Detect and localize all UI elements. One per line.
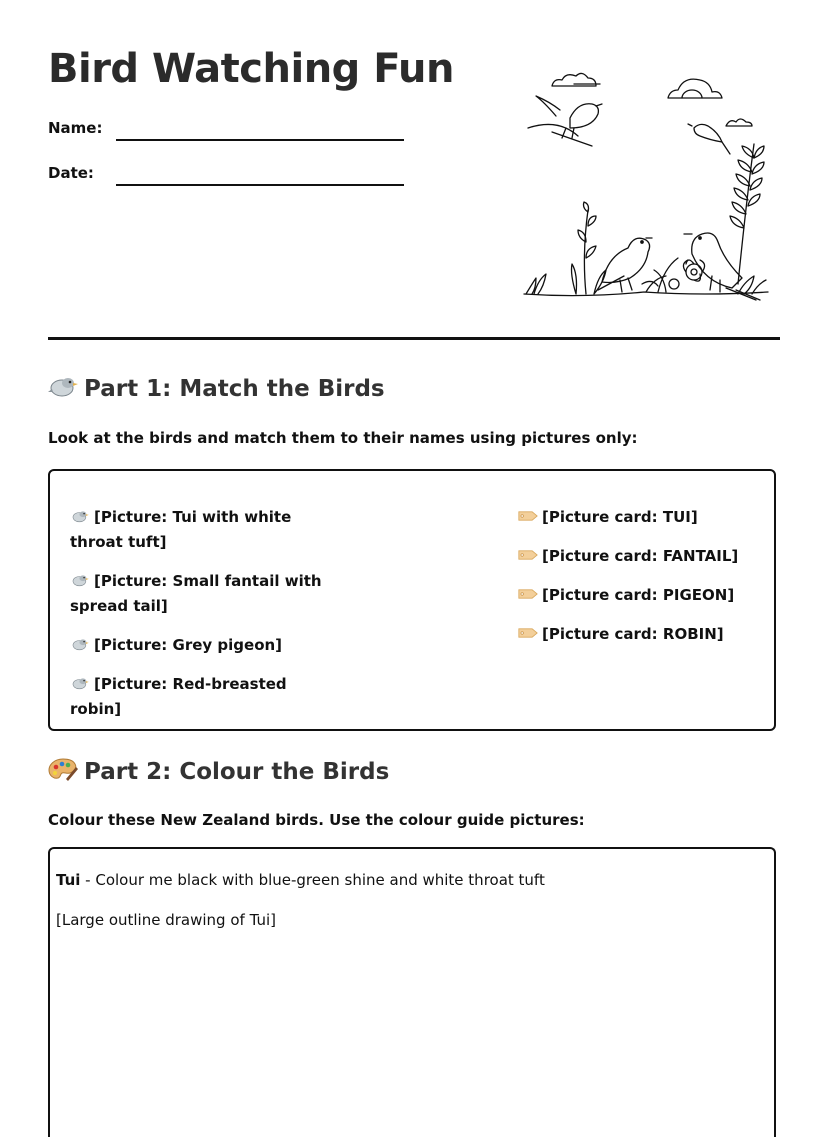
bird-emoji-icon <box>70 637 90 651</box>
picture-card-label: [Picture card: PIGEON] <box>542 586 735 604</box>
name-label: Name: <box>48 119 103 137</box>
date-label: Date: <box>48 164 94 182</box>
label-tag-icon <box>518 509 538 523</box>
bird-emoji-icon <box>70 509 90 523</box>
part1-heading <box>48 374 385 402</box>
card-list <box>518 505 758 661</box>
section-divider <box>48 337 780 340</box>
colouring-box <box>48 847 776 1137</box>
picture-item[interactable] <box>70 672 330 722</box>
page-title: Bird Watching Fun <box>48 46 455 92</box>
part1-heading-text: Part 1: Match the Birds <box>84 376 385 402</box>
date-input-line[interactable] <box>116 184 404 186</box>
picture-card[interactable] <box>518 505 758 530</box>
matching-box <box>48 469 776 731</box>
picture-item-label: [Picture: Small fantail with spread tail] <box>70 572 322 615</box>
label-tag-icon <box>518 587 538 601</box>
colour-instruction <box>56 871 545 889</box>
bird-emoji-icon <box>70 573 90 587</box>
part1-instructions: Look at the birds and match them to their names using pictures only: <box>48 429 638 447</box>
bird-name: Tui <box>56 871 81 889</box>
picture-item-label: [Picture: Tui with white throat tuft] <box>70 508 292 551</box>
picture-item[interactable] <box>70 569 330 619</box>
picture-card[interactable] <box>518 583 758 608</box>
bird-illustration <box>516 62 776 302</box>
picture-card-label: [Picture card: FANTAIL] <box>542 547 739 565</box>
label-tag-icon <box>518 626 538 640</box>
picture-item[interactable] <box>70 505 330 555</box>
part2-heading-text: Part 2: Colour the Birds <box>84 759 390 785</box>
date-field <box>48 162 408 192</box>
picture-item-label: [Picture: Grey pigeon] <box>94 636 283 654</box>
picture-card-label: [Picture card: TUI] <box>542 508 698 526</box>
bird-emoji-icon <box>70 676 90 690</box>
palette-icon <box>48 757 78 781</box>
picture-card-label: [Picture card: ROBIN] <box>542 625 724 643</box>
picture-list <box>70 505 330 736</box>
picture-item[interactable] <box>70 633 330 658</box>
picture-item-label: [Picture: Red-breasted robin] <box>70 675 287 718</box>
part2-instructions: Colour these New Zealand birds. Use the colour guide pictures: <box>48 811 585 829</box>
drawing-placeholder[interactable]: [Large outline drawing of Tui] <box>56 911 276 929</box>
bird-emoji-icon <box>48 374 78 398</box>
part2-heading <box>48 757 389 785</box>
picture-card[interactable] <box>518 544 758 569</box>
name-input-line[interactable] <box>116 139 404 141</box>
name-field <box>48 117 408 147</box>
label-tag-icon <box>518 548 538 562</box>
bird-description: - Colour me black with blue-green shine and white throat tuft <box>80 871 545 889</box>
picture-card[interactable] <box>518 622 758 647</box>
